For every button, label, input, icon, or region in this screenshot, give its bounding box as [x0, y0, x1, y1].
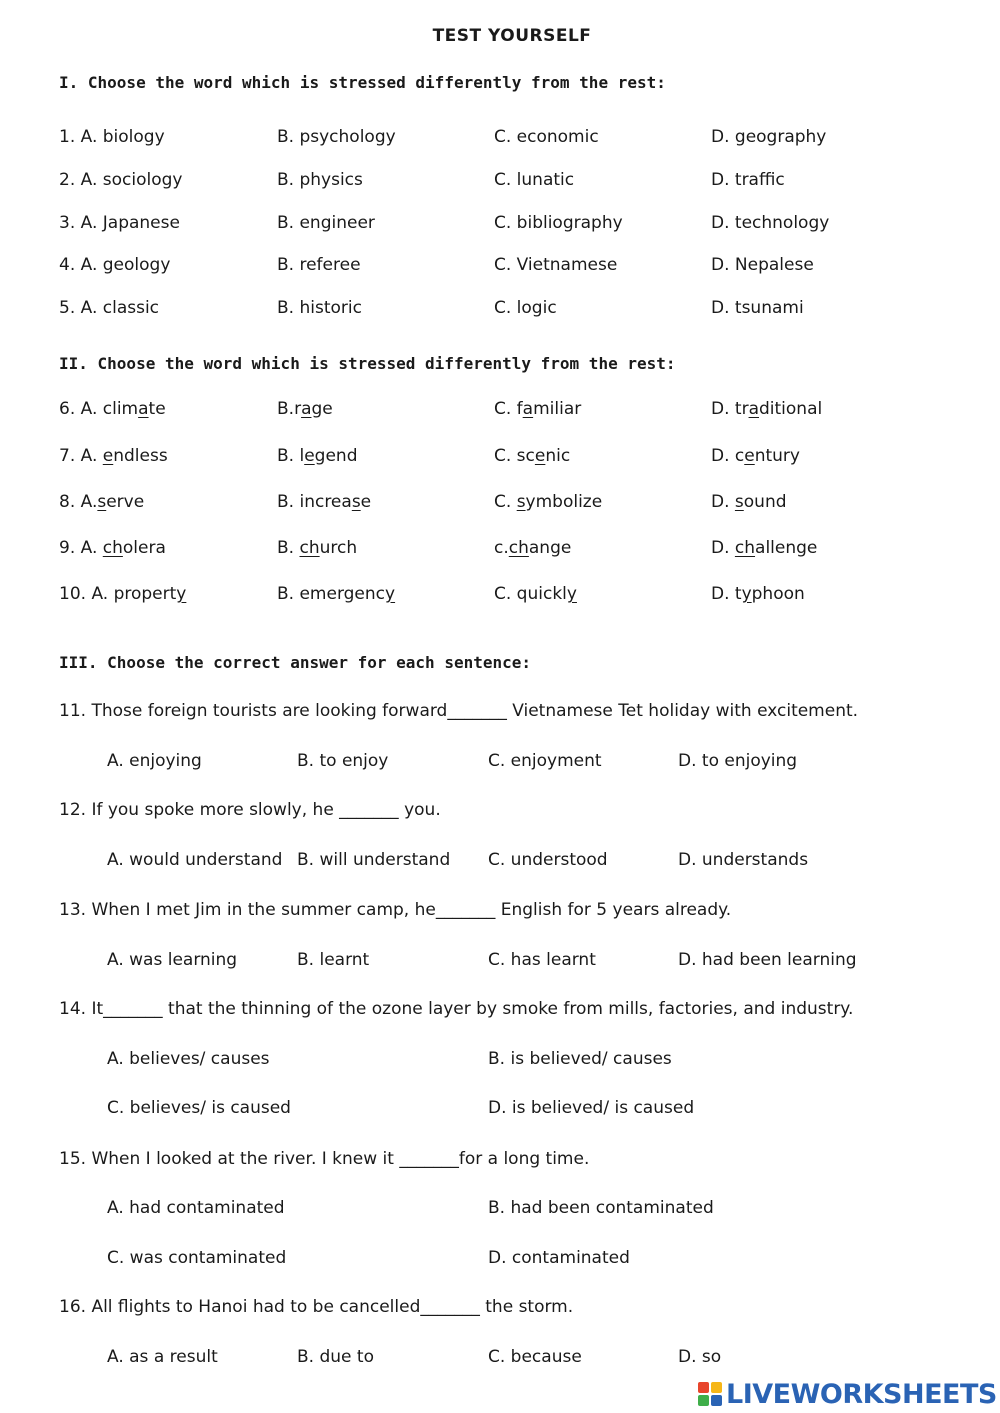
answer-option: D. to enjoying — [678, 751, 798, 771]
answer-option: B. learnt — [297, 950, 370, 970]
answer-option: A. had contaminated — [107, 1198, 285, 1218]
s2-row-6 — [0, 399, 1000, 423]
option: 3. A. Japanese — [59, 213, 180, 233]
option: C. Vietnamese — [494, 255, 618, 275]
answer-option: B. to enjoy — [297, 751, 389, 771]
option: 9. A. cholera — [59, 538, 166, 558]
answer-option: C. was contaminated — [107, 1248, 287, 1268]
logo-text: LIVEWORKSHEETS — [726, 1378, 997, 1410]
option: D. typhoon — [711, 584, 805, 604]
s2-row-9 — [0, 538, 1000, 562]
option: D. geography — [711, 127, 827, 147]
option: 6. A. climate — [59, 399, 166, 419]
option: C. scenic — [494, 446, 571, 466]
option: 5. A. classic — [59, 298, 160, 318]
question-11: 11. Those foreign tourists are looking forward_______ Vietnamese Tet holiday with excitement. — [59, 701, 859, 721]
question-14: 14. It_______ that the thinning of the ozone layer by smoke from mills, factories, and industry. — [59, 999, 854, 1019]
option: B.rage — [277, 399, 333, 419]
option: 8. A.serve — [59, 492, 145, 512]
liveworksheets-logo — [698, 1378, 997, 1410]
option: D. traffic — [711, 170, 785, 190]
answer-option: B. due to — [297, 1347, 374, 1367]
s1-row-1 — [0, 127, 1000, 151]
option: B. increase — [277, 492, 372, 512]
option: D. century — [711, 446, 800, 466]
option: 7. A. endless — [59, 446, 168, 466]
option: D. challenge — [711, 538, 818, 558]
option: C. symbolize — [494, 492, 603, 512]
liveworksheets-logo-icon — [698, 1382, 722, 1406]
question-15: 15. When I looked at the river. I knew it _______for a long time. — [59, 1149, 590, 1169]
section-1-heading: I. Choose the word which is stressed differently from the rest: — [59, 73, 666, 92]
answer-option: B. is believed/ causes — [488, 1049, 672, 1069]
option: B. church — [277, 538, 358, 558]
answer-option: B. will understand — [297, 850, 451, 870]
s2-row-10 — [0, 584, 1000, 608]
s1-row-3 — [0, 213, 1000, 237]
answer-option: C. understood — [488, 850, 608, 870]
section-2-heading: II. Choose the word which is stressed differently from the rest: — [59, 354, 676, 373]
answer-option: B. had been contaminated — [488, 1198, 714, 1218]
option: B. legend — [277, 446, 358, 466]
s1-row-5 — [0, 298, 1000, 322]
option: 2. A. sociology — [59, 170, 183, 190]
option: D. traditional — [711, 399, 823, 419]
option: C. logic — [494, 298, 557, 318]
option: C. economic — [494, 127, 599, 147]
answer-option: C. has learnt — [488, 950, 596, 970]
option: D. Nepalese — [711, 255, 814, 275]
s2-row-7 — [0, 446, 1000, 470]
option: B. referee — [277, 255, 361, 275]
question-16: 16. All flights to Hanoi had to be cancelled_______ the storm. — [59, 1297, 574, 1317]
option: 10. A. property — [59, 584, 187, 604]
answer-option: A. believes/ causes — [107, 1049, 270, 1069]
question-12: 12. If you spoke more slowly, he _______ you. — [59, 800, 441, 820]
option: C. familiar — [494, 399, 582, 419]
page-title: TEST YOURSELF — [432, 26, 592, 46]
answer-option: D. contaminated — [488, 1248, 630, 1268]
s1-row-4 — [0, 255, 1000, 279]
option: D. sound — [711, 492, 787, 512]
question-13: 13. When I met Jim in the summer camp, he_______ English for 5 years already. — [59, 900, 732, 920]
option: C. lunatic — [494, 170, 575, 190]
answer-option: D. so — [678, 1347, 722, 1367]
option: B. engineer — [277, 213, 375, 233]
s2-row-8 — [0, 492, 1000, 516]
section-3-heading: III. Choose the correct answer for each sentence: — [59, 653, 532, 672]
option: 4. A. geology — [59, 255, 171, 275]
option: B. historic — [277, 298, 362, 318]
option: B. psychology — [277, 127, 396, 147]
option: D. technology — [711, 213, 830, 233]
answer-option: A. would understand — [107, 850, 283, 870]
option: D. tsunami — [711, 298, 804, 318]
answer-option: D. is believed/ is caused — [488, 1098, 695, 1118]
answer-option: C. enjoyment — [488, 751, 602, 771]
answer-option: C. because — [488, 1347, 582, 1367]
option: C. bibliography — [494, 213, 623, 233]
answer-option: C. believes/ is caused — [107, 1098, 291, 1118]
answer-option: D. had been learning — [678, 950, 857, 970]
answer-option: A. as a result — [107, 1347, 218, 1367]
answer-option: A. enjoying — [107, 751, 202, 771]
answer-option: D. understands — [678, 850, 809, 870]
s1-row-2 — [0, 170, 1000, 194]
option: C. quickly — [494, 584, 577, 604]
answer-option: A. was learning — [107, 950, 238, 970]
option: B. emergency — [277, 584, 396, 604]
option: 1. A. biology — [59, 127, 165, 147]
option: B. physics — [277, 170, 363, 190]
option: c.change — [494, 538, 572, 558]
